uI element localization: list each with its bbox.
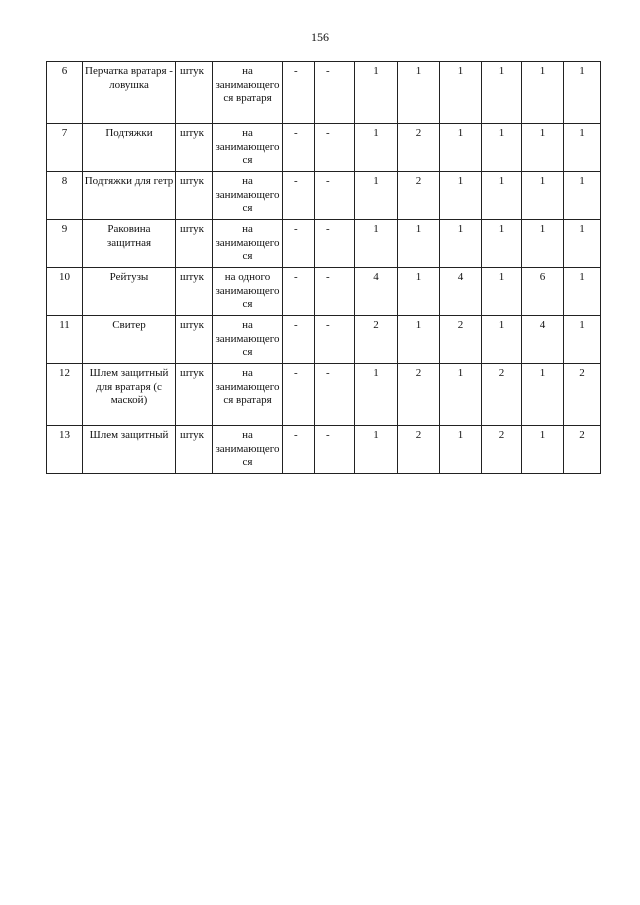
value-cell: -: [283, 62, 315, 124]
value-cell: 1: [355, 364, 398, 426]
unit-cell: штук: [176, 62, 213, 124]
value-cell: 1: [564, 268, 601, 316]
value-cell: 1: [564, 124, 601, 172]
value-cell: -: [315, 316, 355, 364]
value-cell: -: [315, 124, 355, 172]
value-cell: -: [315, 220, 355, 268]
value-cell: 2: [564, 426, 601, 474]
value-cell: 1: [482, 316, 522, 364]
value-cell: 1: [355, 426, 398, 474]
value-cell: 1: [522, 364, 564, 426]
basis-cell: на занимающегося: [213, 220, 283, 268]
value-cell: 1: [564, 220, 601, 268]
row-number: 10: [47, 268, 83, 316]
basis-cell: на занимающегося: [213, 316, 283, 364]
value-cell: -: [283, 220, 315, 268]
value-cell: 1: [440, 220, 482, 268]
value-cell: 2: [440, 316, 482, 364]
value-cell: 2: [482, 426, 522, 474]
value-cell: -: [315, 364, 355, 426]
basis-cell: на занимающегося: [213, 172, 283, 220]
value-cell: 1: [440, 124, 482, 172]
unit-cell: штук: [176, 426, 213, 474]
row-number: 11: [47, 316, 83, 364]
basis-cell: на занимающегося: [213, 426, 283, 474]
item-name: Свитер: [83, 316, 176, 364]
item-name: Раковина защитная: [83, 220, 176, 268]
value-cell: 1: [522, 172, 564, 220]
basis-cell: на занимающегося: [213, 124, 283, 172]
basis-cell: на занимающегося вратаря: [213, 364, 283, 426]
value-cell: 1: [355, 124, 398, 172]
value-cell: 1: [440, 62, 482, 124]
value-cell: 1: [398, 268, 440, 316]
value-cell: -: [283, 426, 315, 474]
value-cell: 1: [440, 426, 482, 474]
value-cell: 1: [398, 220, 440, 268]
value-cell: 2: [398, 426, 440, 474]
value-cell: -: [283, 364, 315, 426]
table-row: [47, 124, 601, 172]
row-number: 13: [47, 426, 83, 474]
value-cell: 1: [398, 316, 440, 364]
equipment-table: [46, 61, 601, 474]
item-name: Шлем защитный для вратаря (с маской): [83, 364, 176, 426]
value-cell: 1: [564, 316, 601, 364]
value-cell: 1: [482, 220, 522, 268]
value-cell: 4: [355, 268, 398, 316]
value-cell: 1: [440, 364, 482, 426]
page-number: 156: [311, 30, 329, 44]
value-cell: 1: [522, 426, 564, 474]
value-cell: -: [283, 316, 315, 364]
item-name: Подтяжки: [83, 124, 176, 172]
value-cell: 6: [522, 268, 564, 316]
row-number: 7: [47, 124, 83, 172]
table-row: [47, 364, 601, 426]
unit-cell: штук: [176, 124, 213, 172]
value-cell: -: [315, 62, 355, 124]
unit-cell: штук: [176, 316, 213, 364]
value-cell: 1: [482, 62, 522, 124]
value-cell: 2: [398, 124, 440, 172]
basis-cell: на одного занимающегося: [213, 268, 283, 316]
value-cell: 1: [440, 172, 482, 220]
value-cell: -: [283, 124, 315, 172]
item-name: Перчатка вратаря - ловушка: [83, 62, 176, 124]
unit-cell: штук: [176, 268, 213, 316]
value-cell: 1: [522, 124, 564, 172]
table-row: [47, 268, 601, 316]
value-cell: 4: [440, 268, 482, 316]
value-cell: -: [315, 172, 355, 220]
value-cell: -: [283, 172, 315, 220]
value-cell: 1: [522, 220, 564, 268]
item-name: Подтяжки для гетр: [83, 172, 176, 220]
value-cell: 1: [522, 62, 564, 124]
value-cell: -: [315, 268, 355, 316]
table-row: [47, 426, 601, 474]
unit-cell: штук: [176, 364, 213, 426]
row-number: 6: [47, 62, 83, 124]
table-row: [47, 172, 601, 220]
value-cell: 2: [398, 364, 440, 426]
unit-cell: штук: [176, 172, 213, 220]
item-name: Рейтузы: [83, 268, 176, 316]
row-number: 8: [47, 172, 83, 220]
value-cell: 1: [355, 62, 398, 124]
value-cell: 4: [522, 316, 564, 364]
value-cell: 2: [564, 364, 601, 426]
table-row: [47, 316, 601, 364]
row-number: 12: [47, 364, 83, 426]
value-cell: 1: [482, 172, 522, 220]
value-cell: 1: [398, 62, 440, 124]
table-row: [47, 220, 601, 268]
value-cell: 2: [355, 316, 398, 364]
item-name: Шлем защитный: [83, 426, 176, 474]
value-cell: 2: [482, 364, 522, 426]
value-cell: 1: [482, 268, 522, 316]
value-cell: 1: [564, 172, 601, 220]
basis-cell: на занимающегося вратаря: [213, 62, 283, 124]
unit-cell: штук: [176, 220, 213, 268]
row-number: 9: [47, 220, 83, 268]
value-cell: -: [315, 426, 355, 474]
value-cell: 1: [482, 124, 522, 172]
value-cell: 2: [398, 172, 440, 220]
value-cell: 1: [564, 62, 601, 124]
value-cell: -: [283, 268, 315, 316]
value-cell: 1: [355, 220, 398, 268]
table-row: [47, 62, 601, 124]
value-cell: 1: [355, 172, 398, 220]
